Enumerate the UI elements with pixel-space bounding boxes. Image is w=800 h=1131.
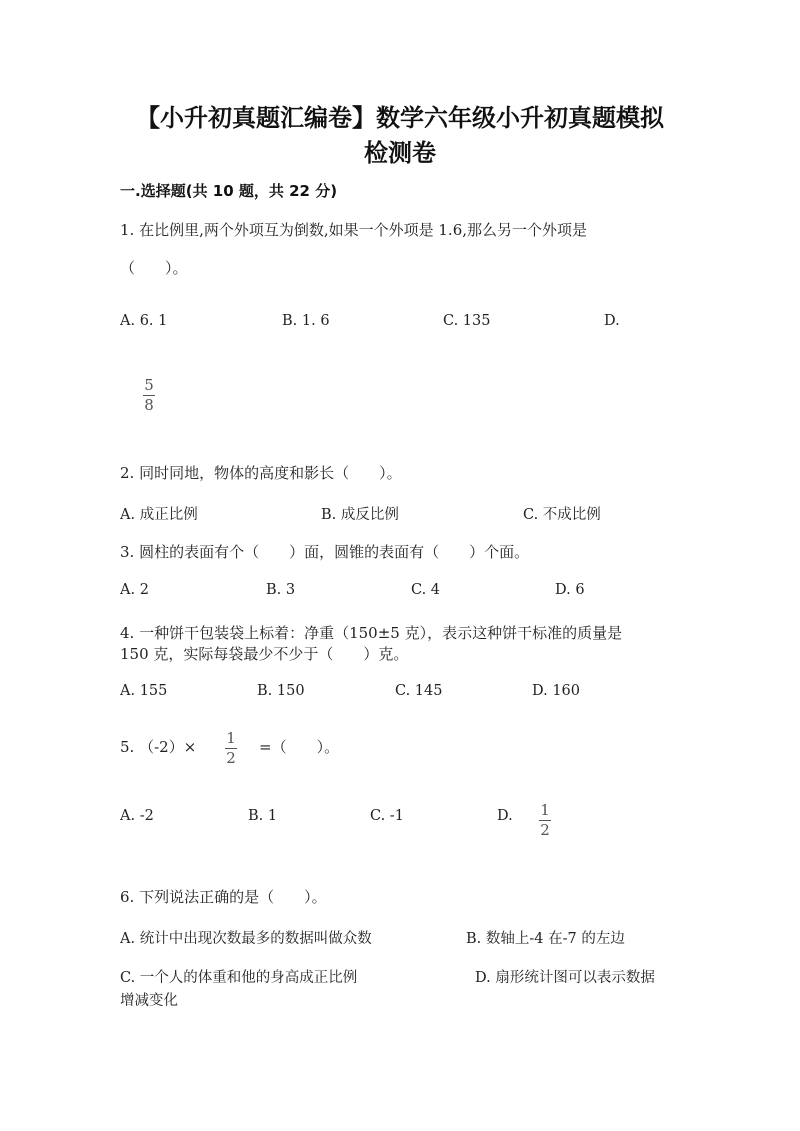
question-1-option-d[interactable]: D. bbox=[604, 313, 620, 329]
question-2-option-b[interactable]: B. 成反比例 bbox=[321, 507, 399, 523]
question-2-option-a[interactable]: A. 成正比例 bbox=[120, 507, 198, 523]
page-title-line2: 检测卷 bbox=[364, 139, 436, 167]
question-2-text: 2. 同时同地，物体的高度和影长（ ）。 bbox=[120, 464, 402, 482]
page-title-line1: 【小升初真题汇编卷】数学六年级小升初真题模拟 bbox=[136, 104, 664, 132]
question-3-option-b[interactable]: B. 3 bbox=[266, 582, 296, 598]
question-1-text-line2: （ ）。 bbox=[120, 259, 188, 277]
question-6-option-b[interactable]: B. 数轴上-4 在-7 的左边 bbox=[466, 931, 625, 947]
question-5-text-prefix: 5. （-2）× bbox=[120, 738, 197, 756]
question-4-option-b[interactable]: B. 150 bbox=[257, 683, 305, 699]
question-3-text: 3. 圆柱的表面有个（ ）面，圆锥的表面有（ ）个面。 bbox=[120, 543, 530, 561]
question-6-option-d-line2[interactable]: 增减变化 bbox=[120, 993, 178, 1009]
fraction-numerator: 1 bbox=[540, 801, 550, 819]
question-1-text-line1: 1. 在比例里,两个外项互为倒数,如果一个外项是 1.6,那么另一个外项是 bbox=[120, 221, 588, 239]
question-6-option-c[interactable]: C. 一个人的体重和他的身高成正比例 bbox=[120, 970, 358, 986]
question-3-option-c[interactable]: C. 4 bbox=[411, 582, 441, 598]
question-4-text-line2: 150 克，实际每袋最少不少于（ ）克。 bbox=[120, 645, 409, 663]
question-5-option-b[interactable]: B. 1 bbox=[248, 808, 278, 824]
question-1-option-c[interactable]: C. 135 bbox=[443, 313, 491, 329]
fraction-denominator: 2 bbox=[226, 749, 236, 767]
question-5-option-d[interactable]: D. bbox=[497, 808, 513, 824]
question-4-option-c[interactable]: C. 145 bbox=[395, 683, 443, 699]
question-5-option-c[interactable]: C. -1 bbox=[370, 808, 404, 824]
question-5-option-d-fraction bbox=[539, 803, 551, 838]
question-5-option-a[interactable]: A. -2 bbox=[120, 808, 154, 824]
question-2-option-c[interactable]: C. 不成比例 bbox=[523, 507, 601, 523]
question-6-text: 6. 下列说法正确的是（ ）。 bbox=[120, 888, 327, 906]
question-1-option-a[interactable]: A. 6. 1 bbox=[120, 313, 168, 329]
question-1-option-b[interactable]: B. 1. 6 bbox=[282, 313, 330, 329]
fraction-denominator: 8 bbox=[144, 396, 154, 414]
question-3-option-d[interactable]: D. 6 bbox=[555, 582, 585, 598]
question-4-option-d[interactable]: D. 160 bbox=[532, 683, 581, 699]
question-5-fraction bbox=[225, 731, 237, 766]
fraction-numerator: 5 bbox=[144, 376, 154, 394]
fraction-denominator: 2 bbox=[540, 821, 550, 839]
question-4-text-line1: 4. 一种饼干包装袋上标着：净重（150±5 克），表示这种饼干标准的质量是 bbox=[120, 624, 623, 642]
question-6-option-d-line1[interactable]: D. 扇形统计图可以表示数据 bbox=[475, 970, 655, 986]
fraction-numerator: 1 bbox=[226, 729, 236, 747]
question-1-option-d-fraction bbox=[143, 378, 155, 413]
question-6-option-a[interactable]: A. 统计中出现次数最多的数据叫做众数 bbox=[120, 931, 372, 947]
question-3-option-a[interactable]: A. 2 bbox=[120, 582, 149, 598]
question-4-option-a[interactable]: A. 155 bbox=[120, 683, 168, 699]
question-5-text-suffix: =（ ）。 bbox=[259, 738, 340, 756]
section-heading: 一.选择题(共 10 题，共 22 分) bbox=[120, 182, 338, 200]
